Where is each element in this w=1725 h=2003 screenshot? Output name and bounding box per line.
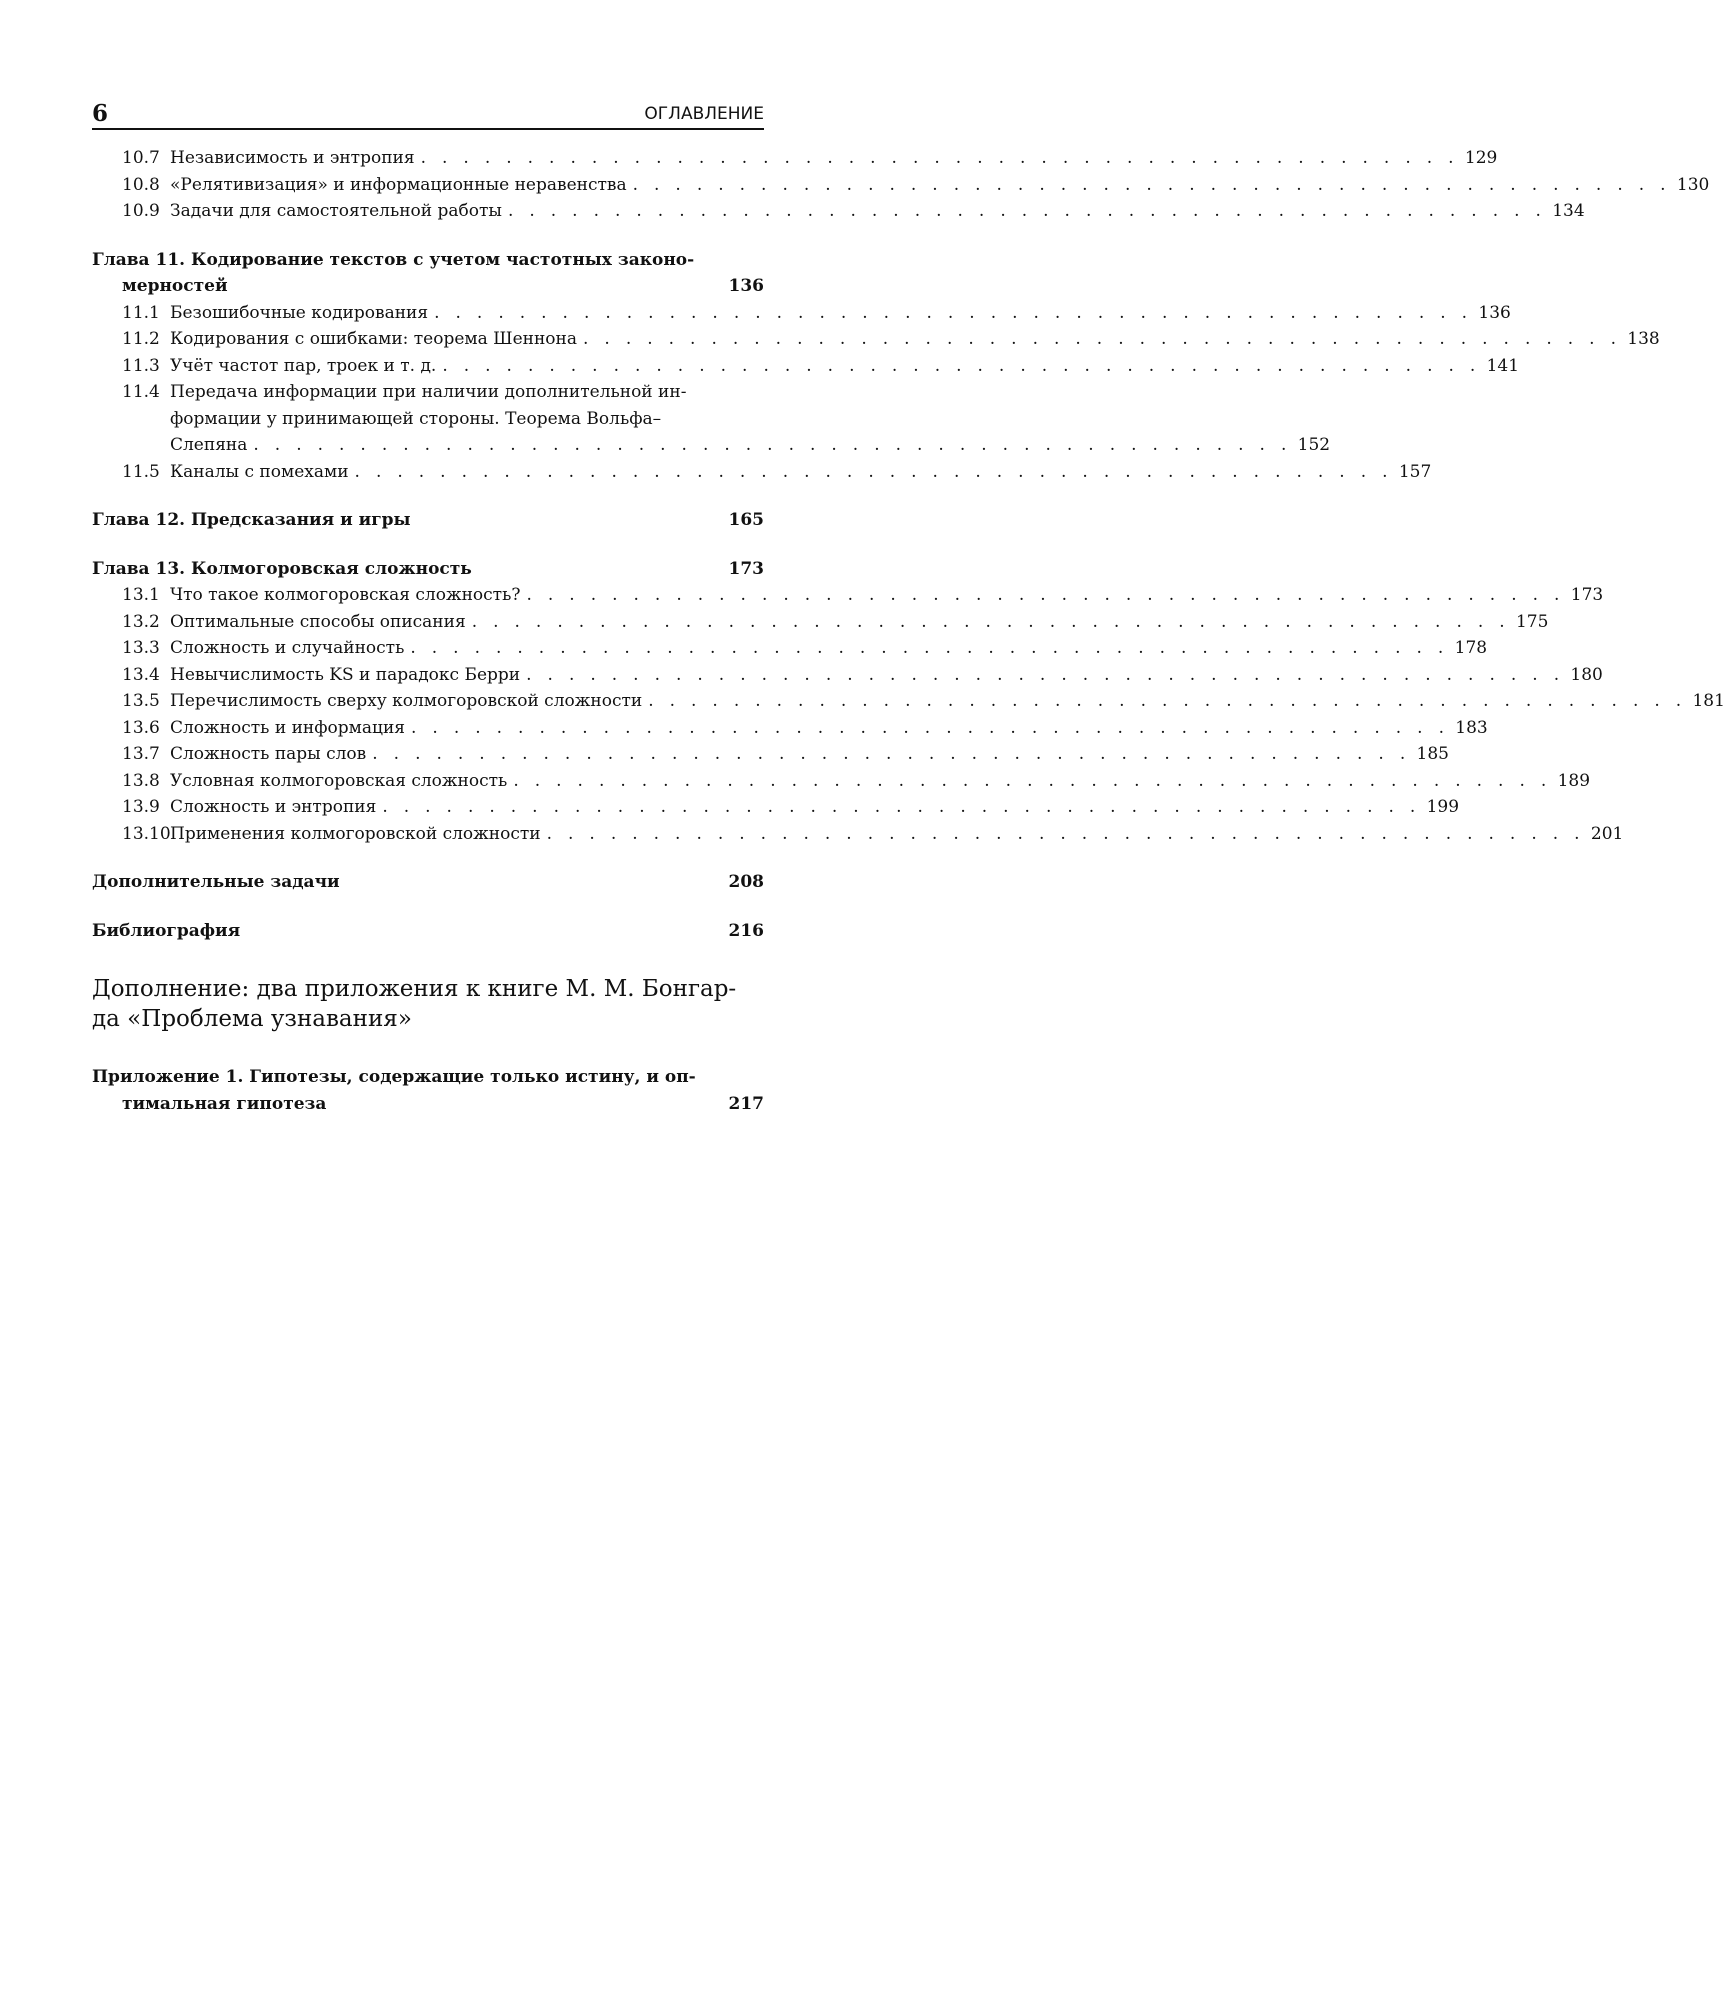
section-number: 13.7: [122, 744, 160, 764]
toc-entry-13-7[interactable]: [122, 741, 1449, 768]
toc-entry-11-3[interactable]: [122, 353, 1520, 380]
section-title: Невычислимость KS и парадокс Берри: [170, 664, 521, 685]
section-number: 10.9: [122, 201, 160, 221]
chapter-title: Дополнительные задачи: [92, 872, 340, 892]
chapter-page: 136: [728, 276, 764, 296]
section-title-line1: Передача информации при наличии дополнительной ин-: [170, 382, 687, 402]
appendix-title-line1: Приложение 1. Гипотезы, содержащие только истину, и оп-: [92, 1067, 696, 1087]
section-number: 11.1: [122, 302, 160, 323]
toc-entry-13-4[interactable]: [122, 662, 1603, 689]
toc-entry-10-8[interactable]: [122, 172, 1710, 199]
toc-entry-11-4[interactable]: [122, 379, 1331, 459]
section-page: 180: [1570, 664, 1603, 685]
section-title-line2: формации у принимающей стороны. Теорема Вольфа–: [170, 408, 662, 429]
toc-chapter-11[interactable]: [92, 247, 764, 300]
toc-bibliography[interactable]: [92, 918, 764, 945]
leader-dots: . . . . . . . . . . . . . . . . . . . . . . . . . . . . . . . . . . . . . . . . . . . . . . . . .: [253, 435, 1292, 455]
toc-chapter-13[interactable]: [92, 556, 764, 583]
section-title: Сложность и случайность: [170, 638, 405, 658]
section-page: 181: [1692, 691, 1725, 711]
section-page: 134: [1552, 201, 1585, 221]
section-page: 175: [1515, 611, 1549, 632]
page-number: 6: [92, 100, 109, 127]
section-page: 136: [1478, 302, 1511, 323]
section-number: 13.8: [122, 770, 160, 791]
section-number: 11.4: [122, 382, 160, 402]
section-title: Безошибочные кодирования: [170, 302, 429, 323]
appendix-title-line2: тимальная гипотеза: [122, 1093, 327, 1114]
toc-entry-13-8[interactable]: [122, 768, 1591, 795]
section-title: Независимость и энтропия: [170, 148, 415, 168]
section-title: Что такое колмогоровская сложность?: [170, 585, 521, 605]
section-number: 10.7: [122, 148, 160, 168]
section-title: Сложность и информация: [170, 717, 405, 738]
section-title-line3: Слепяна: [170, 435, 248, 455]
leader-dots: . . . . . . . . . . . . . . . . . . . . . . . . . . . . . . . . . . . . . . . . . . . . . . . . .: [526, 664, 1565, 685]
toc-entry-13-9[interactable]: [122, 794, 1460, 821]
section-page: 129: [1464, 148, 1498, 168]
toc-entry-10-9[interactable]: [122, 198, 1585, 225]
section-number: 11.3: [122, 355, 160, 376]
leader-dots: . . . . . . . . . . . . . . . . . . . . . . . . . . . . . . . . . . . . . . . . . . . . . . . . .: [411, 717, 1450, 738]
section-number: 13.5: [122, 691, 160, 711]
chapter-page: 165: [728, 510, 764, 530]
part-title-line1: Дополнение: два приложения к книге М. М. Бонгар-: [92, 976, 737, 1002]
section-page: 201: [1590, 823, 1624, 844]
leader-dots: . . . . . . . . . . . . . . . . . . . . . . . . . . . . . . . . . . . . . . . . . . . . . . . . .: [382, 797, 1421, 817]
section-page: 138: [1627, 329, 1660, 349]
section-page: 178: [1454, 638, 1488, 658]
leader-dots: . . . . . . . . . . . . . . . . . . . . . . . . . . . . . . . . . . . . . . . . . . . . . . . . .: [632, 174, 1671, 195]
section-number: 13.6: [122, 717, 160, 738]
leader-dots: . . . . . . . . . . . . . . . . . . . . . . . . . . . . . . . . . . . . . . . . . . . . . . . . .: [354, 461, 1393, 482]
page-header: [92, 100, 764, 130]
leader-dots: . . . . . . . . . . . . . . . . . . . . . . . . . . . . . . . . . . . . . . . . . . . . . . . . .: [372, 744, 1411, 764]
section-page: 185: [1416, 744, 1449, 764]
chapter-page: 208: [728, 872, 764, 892]
section-page: 189: [1557, 770, 1591, 791]
leader-dots: . . . . . . . . . . . . . . . . . . . . . . . . . . . . . . . . . . . . . . . . . . . . . . . . .: [410, 638, 1449, 658]
section-title: Задачи для самостоятельной работы: [170, 201, 502, 221]
running-head: ОГЛАВЛЕНИЕ: [644, 104, 764, 124]
toc-extra-problems[interactable]: [92, 869, 764, 896]
section-title: Сложность пары слов: [170, 744, 367, 764]
chapter-title: Глава 12. Предсказания и игры: [92, 510, 411, 530]
section-number: 13.4: [122, 664, 160, 685]
section-page: 141: [1486, 355, 1520, 376]
chapter-page: 216: [728, 920, 764, 941]
section-number: 11.5: [122, 461, 160, 482]
appendix-page: 217: [728, 1093, 764, 1114]
leader-dots: . . . . . . . . . . . . . . . . . . . . . . . . . . . . . . . . . . . . . . . . . . . . . . . . .: [471, 611, 1510, 632]
chapter-title-line2: мерностей: [122, 276, 228, 296]
toc-entry-13-3[interactable]: [122, 635, 1488, 662]
toc-entry-11-2[interactable]: [122, 326, 1660, 353]
leader-dots: . . . . . . . . . . . . . . . . . . . . . . . . . . . . . . . . . . . . . . . . . . . . . . . . .: [507, 201, 1547, 221]
leader-dots: . . . . . . . . . . . . . . . . . . . . . . . . . . . . . . . . . . . . . . . . . . . . . . . . .: [513, 770, 1552, 791]
toc-part-heading[interactable]: [92, 974, 764, 1034]
chapter-title-line1: Глава 11. Кодирование текстов с учетом частотных законо-: [92, 249, 695, 270]
section-number: 13.9: [122, 797, 160, 817]
toc-appendix-1[interactable]: [92, 1064, 764, 1117]
section-page: 157: [1398, 461, 1432, 482]
toc-entry-13-2[interactable]: [122, 609, 1549, 636]
section-title: Перечислимость сверху колмогоровской сложности: [170, 691, 643, 711]
table-of-contents: [92, 145, 1725, 1117]
section-title: Оптимальные способы описания: [170, 611, 466, 632]
part-title-line2: да «Проблема узнавания»: [92, 1006, 412, 1032]
toc-entry-11-1[interactable]: [122, 300, 1511, 327]
section-page: 173: [1570, 585, 1604, 605]
chapter-title: Библиография: [92, 920, 241, 941]
section-number: 11.2: [122, 329, 160, 349]
section-title: Применения колмогоровской сложности: [170, 823, 541, 844]
section-number: 13.1: [122, 585, 160, 605]
toc-entry-13-10[interactable]: [122, 821, 1624, 848]
section-title: «Релятивизация» и информационные неравенства: [170, 174, 627, 195]
section-number: 10.8: [122, 174, 160, 195]
toc-entry-13-1[interactable]: [122, 582, 1604, 609]
section-page: 130: [1676, 174, 1710, 195]
section-page: 183: [1455, 717, 1488, 738]
toc-chapter-12[interactable]: [92, 507, 764, 534]
section-title: Кодирования с ошибками: теорема Шеннона: [170, 329, 578, 349]
leader-dots: . . . . . . . . . . . . . . . . . . . . . . . . . . . . . . . . . . . . . . . . . . . . . . . . .: [442, 355, 1481, 376]
toc-entry-11-5[interactable]: [122, 459, 1432, 486]
chapter-page: 173: [728, 558, 764, 579]
leader-dots: . . . . . . . . . . . . . . . . . . . . . . . . . . . . . . . . . . . . . . . . . . . . . . . . .: [526, 585, 1565, 605]
leader-dots: . . . . . . . . . . . . . . . . . . . . . . . . . . . . . . . . . . . . . . . . . . . . . . . . .: [546, 823, 1585, 844]
section-title: Сложность и энтропия: [170, 797, 377, 817]
leader-dots: . . . . . . . . . . . . . . . . . . . . . . . . . . . . . . . . . . . . . . . . . . . . . . . . .: [583, 329, 1622, 349]
section-number: 13.10: [122, 823, 171, 844]
leader-dots: . . . . . . . . . . . . . . . . . . . . . . . . . . . . . . . . . . . . . . . . . . . . . . . . .: [648, 691, 1687, 711]
chapter-title: Глава 13. Колмогоровская сложность: [92, 558, 472, 579]
leader-dots: . . . . . . . . . . . . . . . . . . . . . . . . . . . . . . . . . . . . . . . . . . . . . . . . .: [434, 302, 1473, 323]
section-page: 152: [1297, 435, 1331, 455]
section-title: Условная колмогоровская сложность: [170, 770, 508, 791]
section-page: 199: [1426, 797, 1460, 817]
toc-entry-13-5[interactable]: [122, 688, 1725, 715]
section-title: Учёт частот пар, троек и т. д.: [170, 355, 437, 376]
section-number: 13.3: [122, 638, 160, 658]
toc-entry-13-6[interactable]: [122, 715, 1488, 742]
leader-dots: . . . . . . . . . . . . . . . . . . . . . . . . . . . . . . . . . . . . . . . . . . . . . . . . .: [420, 148, 1459, 168]
toc-entry-10-7[interactable]: [122, 145, 1498, 172]
section-number: 13.2: [122, 611, 160, 632]
section-title: Каналы с помехами: [170, 461, 349, 482]
